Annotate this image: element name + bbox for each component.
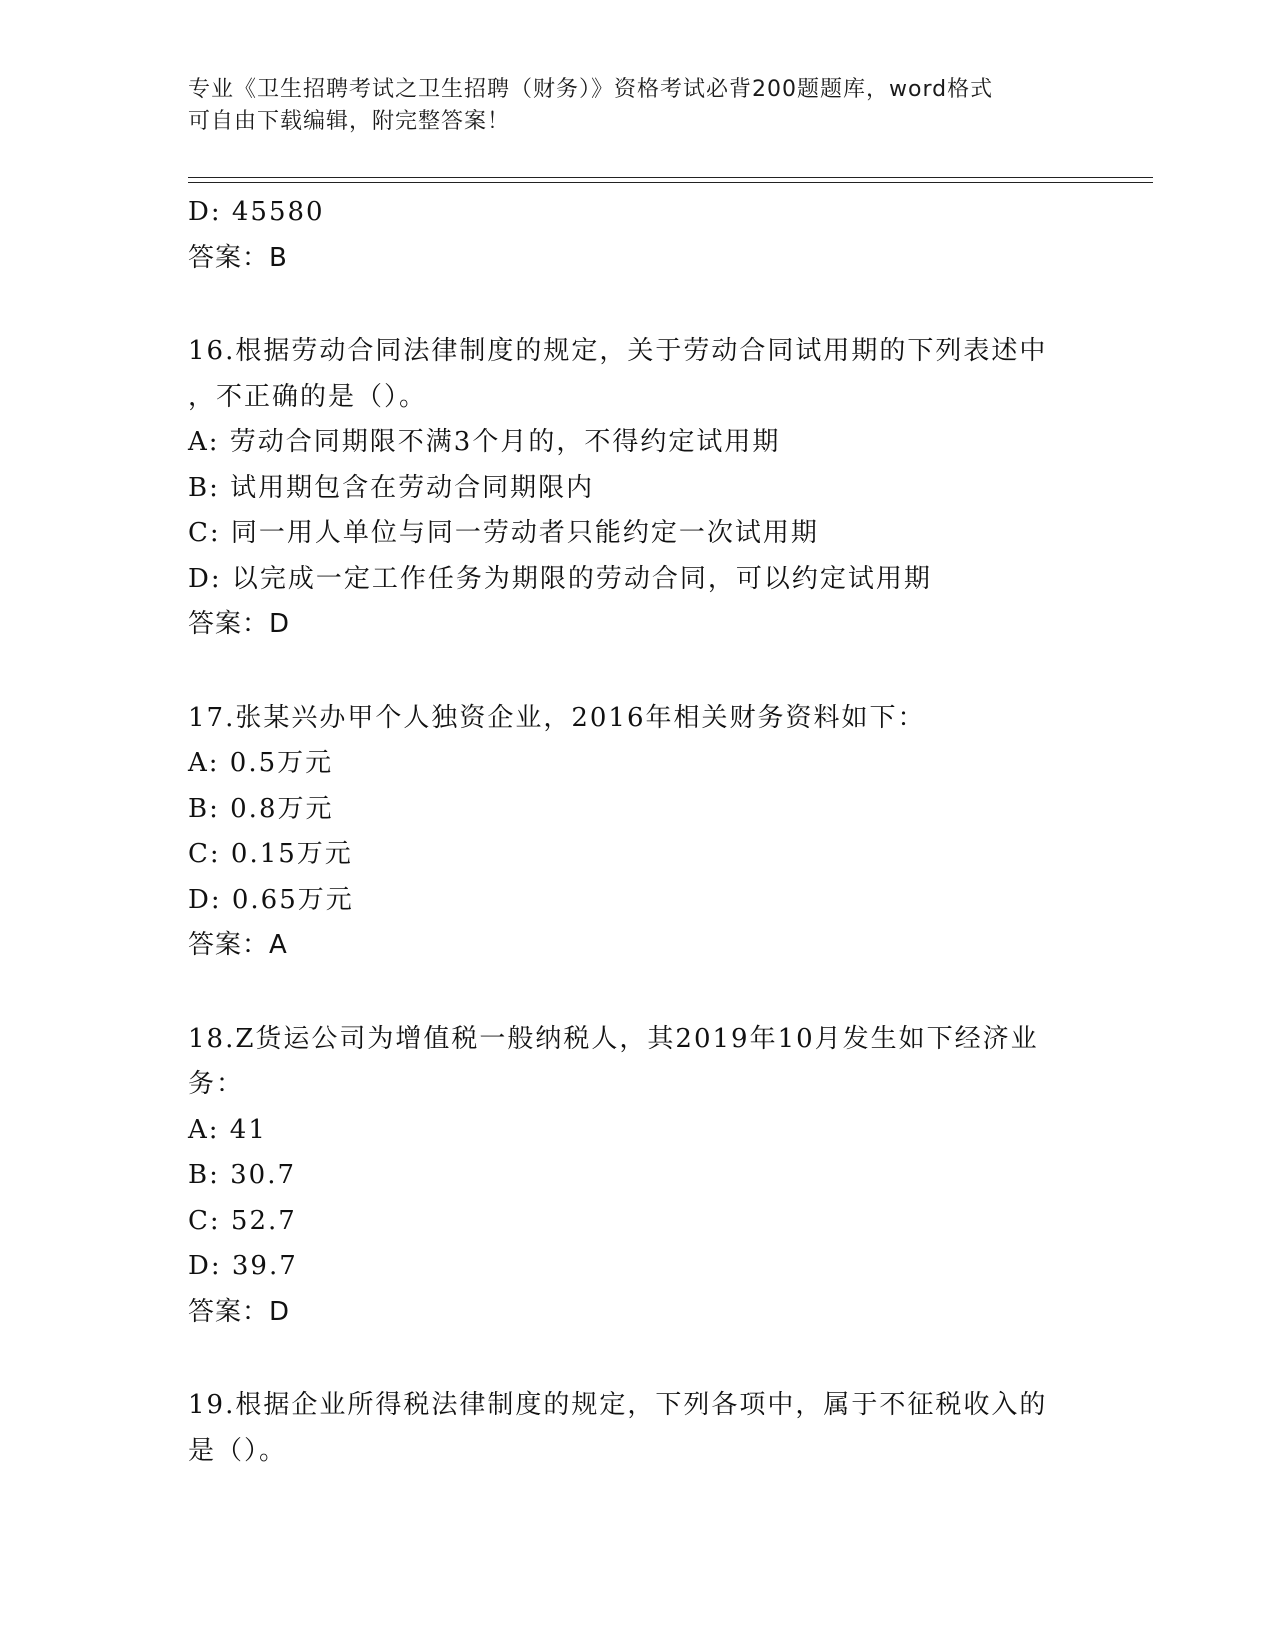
option-c: C: 同一用人单位与同一劳动者只能约定一次试用期 <box>188 518 819 548</box>
option-d: D: 以完成一定工作任务为期限的劳动合同，可以约定试用期 <box>188 563 932 594</box>
question-block <box>188 1383 1088 1474</box>
option-c: C: 52.7 <box>188 1205 297 1236</box>
question-text: 19.根据企业所得税法律制度的规定，下列各项中，属于不征税收入的 <box>188 1390 1048 1420</box>
answer-line: 答案：A <box>188 930 288 960</box>
question-text: 务： <box>188 1069 245 1099</box>
option-d: D: 0.65万元 <box>188 884 354 915</box>
answer-line: 答案：D <box>188 1296 291 1327</box>
question-block <box>188 190 1088 281</box>
option-b: B: 试用期包含在劳动合同期限内 <box>188 472 595 503</box>
option-a: A: 0.5万元 <box>188 748 334 778</box>
option-a: A: 41 <box>188 1114 267 1145</box>
question-block <box>188 696 1088 969</box>
option-d: D: 45580 <box>188 197 325 227</box>
document-body <box>188 190 1088 1474</box>
header-line-2: 可自由下载编辑，附完整答案！ <box>188 109 511 134</box>
header-divider-bottom <box>188 182 1153 183</box>
question-text: ，不正确的是（）。 <box>188 381 428 412</box>
question-block <box>188 329 1088 648</box>
option-b: B: 30.7 <box>188 1160 297 1190</box>
answer-line: 答案：B <box>188 242 288 273</box>
question-text: 18.Z货运公司为增值税一般纳税人，其2019年10月发生如下经济业 <box>188 1023 1039 1054</box>
header-divider-top <box>188 177 1153 178</box>
answer-line: 答案：D <box>188 609 291 639</box>
option-a: A: 劳动合同期限不满3个月的，不得约定试用期 <box>188 427 781 457</box>
document-header <box>188 74 1068 138</box>
option-d: D: 39.7 <box>188 1251 298 1281</box>
option-c: C: 0.15万元 <box>188 839 353 869</box>
question-text: 16.根据劳动合同法律制度的规定，关于劳动合同试用期的下列表述中 <box>188 336 1048 366</box>
question-block <box>188 1017 1088 1336</box>
question-text: 是（）。 <box>188 1435 288 1466</box>
option-b: B: 0.8万元 <box>188 793 334 824</box>
header-line-1: 专业《卫生招聘考试之卫生招聘（财务）》资格考试必背200题题库，word格式 <box>188 77 994 102</box>
question-text: 17.张某兴办甲个人独资企业，2016年相关财务资料如下： <box>188 702 926 733</box>
